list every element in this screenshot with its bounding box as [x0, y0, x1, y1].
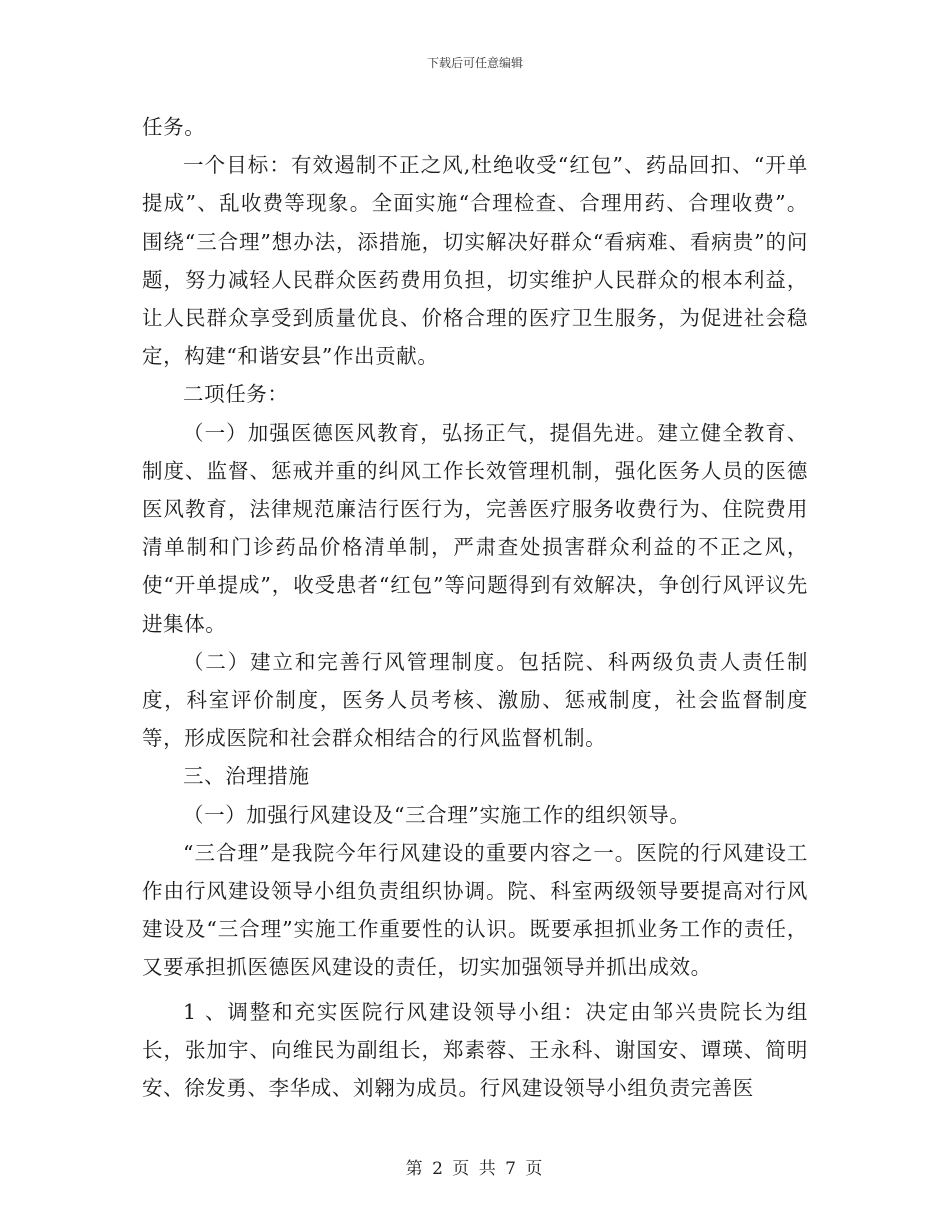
paragraph-one-goal: 一个目标：有效遏制不正之风,杜绝收受“红包”、药品回扣、“开单提成”、乱收费等现象。全面实施“合理检查、合理用药、合理收费”。围绕“三合理”想办法，添措施，切实解决好群众“看病难、看病贵”的问题，努力减轻人民群众医药费用负担，切实维护人民群众的根本利益，让人民群众享受到质量优良、价格合理的医疗卫生服务，为促进社会稳定，构建“和谐安县”作出贡献。 [142, 153, 808, 369]
paragraph-task-two: （二）建立和完善行风管理制度。包括院、科两级负责人责任制度，科室评价制度，医务人员考核、激励、惩戒制度，社会监督制度等，形成医院和社会群众相结合的行风监督机制。 [142, 649, 808, 751]
heading-measures: 三、治理措施 [183, 764, 310, 789]
page-number: 第 2 页 共 7 页 [405, 1159, 545, 1179]
page-header-note: 下载后可任意编辑 [426, 56, 523, 70]
paragraph-task-one: （一）加强医德医风教育，弘扬正气，提倡先进。建立健全教育、制度、监督、惩戒并重的纠风工作长效管理机制，强化医务人员的医德医风教育，法律规范廉洁行医行为，完善医疗服务收费行为、住院费用清单制和门诊药品价格清单制，严肃查处损害群众利益的不正之风，使“开单提成”，收受患者“红包”等问题得到有效解决，争创行风评议先进集体。 [142, 420, 808, 636]
document-body [142, 108, 808, 1107]
paragraph-leadership-group: 1 、调整和充实医院行风建设领导小组：决定由邹兴贵院长为组长，张加宇、向维民为副组长，郑素蓉、王永科、谢国安、谭瑛、简明安、徐发勇、李华成、刘翱为成员。行风建设领导小组负责完善医 [142, 999, 808, 1101]
paragraph-continuation: 任务。 [142, 115, 206, 139]
heading-two-tasks: 二项任务： [183, 382, 289, 407]
subheading-organization: （一）加强行风建设及“三合理”实施工作的组织领导。 [183, 802, 691, 827]
paragraph-three-reasonable: “三合理”是我院今年行风建设的重要内容之一。医院的行风建设工作由行风建设领导小组负责组织协调。院、科室两级领导要提高对行风建设及“三合理”实施工作重要性的认识。既要承担抓业务工作的责任，又要承担抓医德医风建设的责任，切实加强领导并抓出成效。 [142, 840, 808, 980]
